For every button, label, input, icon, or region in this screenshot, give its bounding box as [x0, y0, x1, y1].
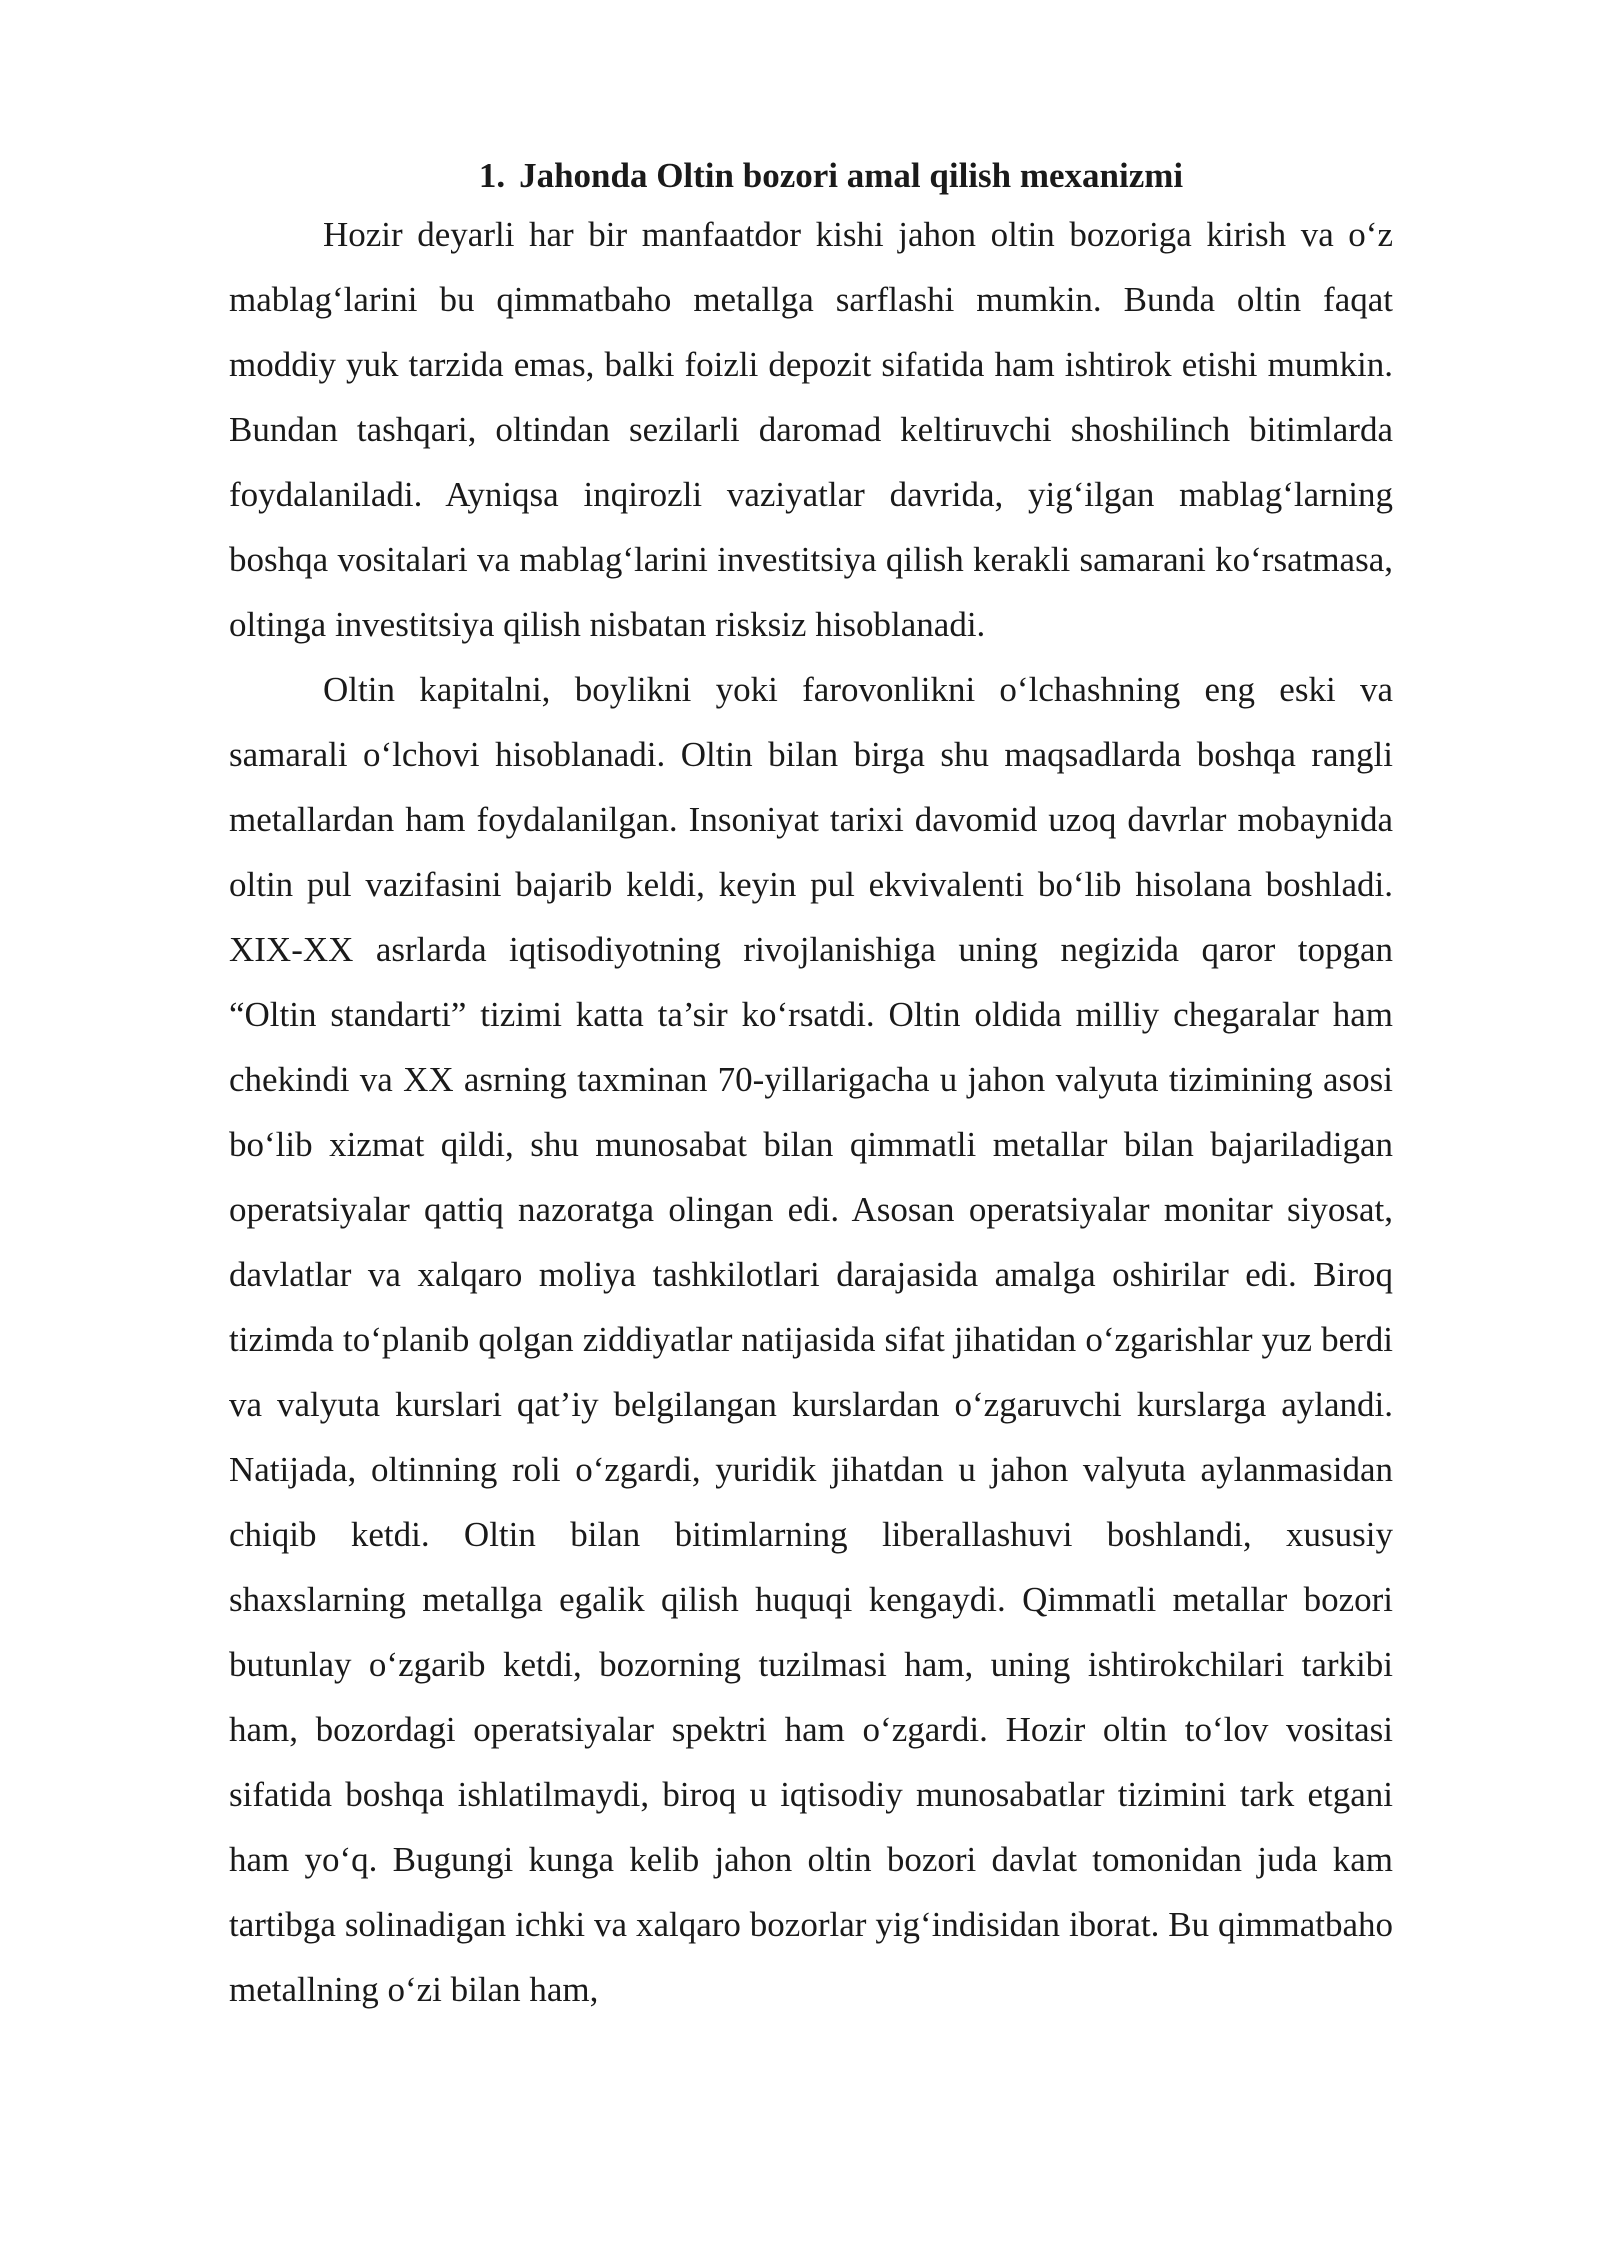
section-title: Jahonda Oltin bozori amal qilish mexanizmi	[519, 156, 1184, 195]
paragraph-1: Hozir deyarli har bir manfaatdor kishi jahon oltin bozoriga kirish va o‘z mablag‘larini bu qimmatbaho metallga sarflashi mumkin. Bunda oltin faqat moddiy yuk tarzida emas, balki foizli depozit sifatida ham ishtirok etishi mumkin. Bundan tashqari, oltindan sezilarli daromad keltiruvchi shoshilinch bitimlarda foydalaniladi. Ayniqsa inqirozli vaziyatlar davrida, yig‘ilgan mablag‘larning boshqa vositalari va mablag‘larini investitsiya qilish kerakli samarani ko‘rsatmasa, oltinga investitsiya qilish nisbatan risksiz hisoblanadi.	[229, 215, 1393, 644]
document-body	[229, 150, 1393, 2022]
paragraph-2: Oltin kapitalni, boylikni yoki farovonlikni o‘lchashning eng eski va samarali o‘lchovi hisoblanadi. Oltin bilan birga shu maqsadlarda boshqa rangli metallardan ham foydalanilgan. Insoniyat tarixi davomid uzoq davrlar mobaynida oltin pul vazifasini bajarib keldi, keyin pul ekvivalenti bo‘lib hisolana boshladi. XIX-XX asrlarda iqtisodiyotning rivojlanishiga uning negizida qaror topgan “Oltin standarti” tizimi katta ta’sir ko‘rsatdi. Oltin oldida milliy chegaralar ham chekindi va XX asrning taxminan 70-yillarigacha u jahon valyuta tizimining asosi bo‘lib xizmat qildi, shu munosabat bilan qimmatli metallar bilan bajariladigan operatsiyalar qattiq nazoratga olingan edi. Asosan operatsiyalar monitar siyosat, davlatlar va xalqaro moliya tashkilotlari darajasida amalga oshirilar edi. Biroq tizimda to‘planib qolgan ziddiyatlar natijasida sifat jihatidan o‘zgarishlar yuz berdi va valyuta kurslari qat’iy belgilangan kurslardan o‘zgaruvchi kurslarga aylandi. Natijada, oltinning roli o‘zgardi, yuridik jihatdan u jahon valyuta aylanmasidan chiqib ketdi. Oltin bilan bitimlarning liberallashuvi boshlandi, xususiy shaxslarning metallga egalik qilish huquqi kengaydi. Qimmatli metallar bozori butunlay o‘zgarib ketdi, bozorning tuzilmasi ham, uning ishtirokchilari tarkibi ham, bozordagi operatsiyalar spektri ham o‘zgardi. Hozir oltin to‘lov vositasi sifatida boshqa ishlatilmaydi, biroq u iqtisodiy munosabatlar tizimini tark etgani ham yo‘q. Bugungi kunga kelib jahon oltin bozori davlat tomonidan juda kam tartibga solinadigan ichki va xalqaro bozorlar yig‘indisidan iborat. Bu qimmatbaho metallning o‘zi bilan ham,	[229, 670, 1393, 2009]
section-number: 1.	[478, 156, 506, 195]
section-heading	[229, 150, 1393, 202]
